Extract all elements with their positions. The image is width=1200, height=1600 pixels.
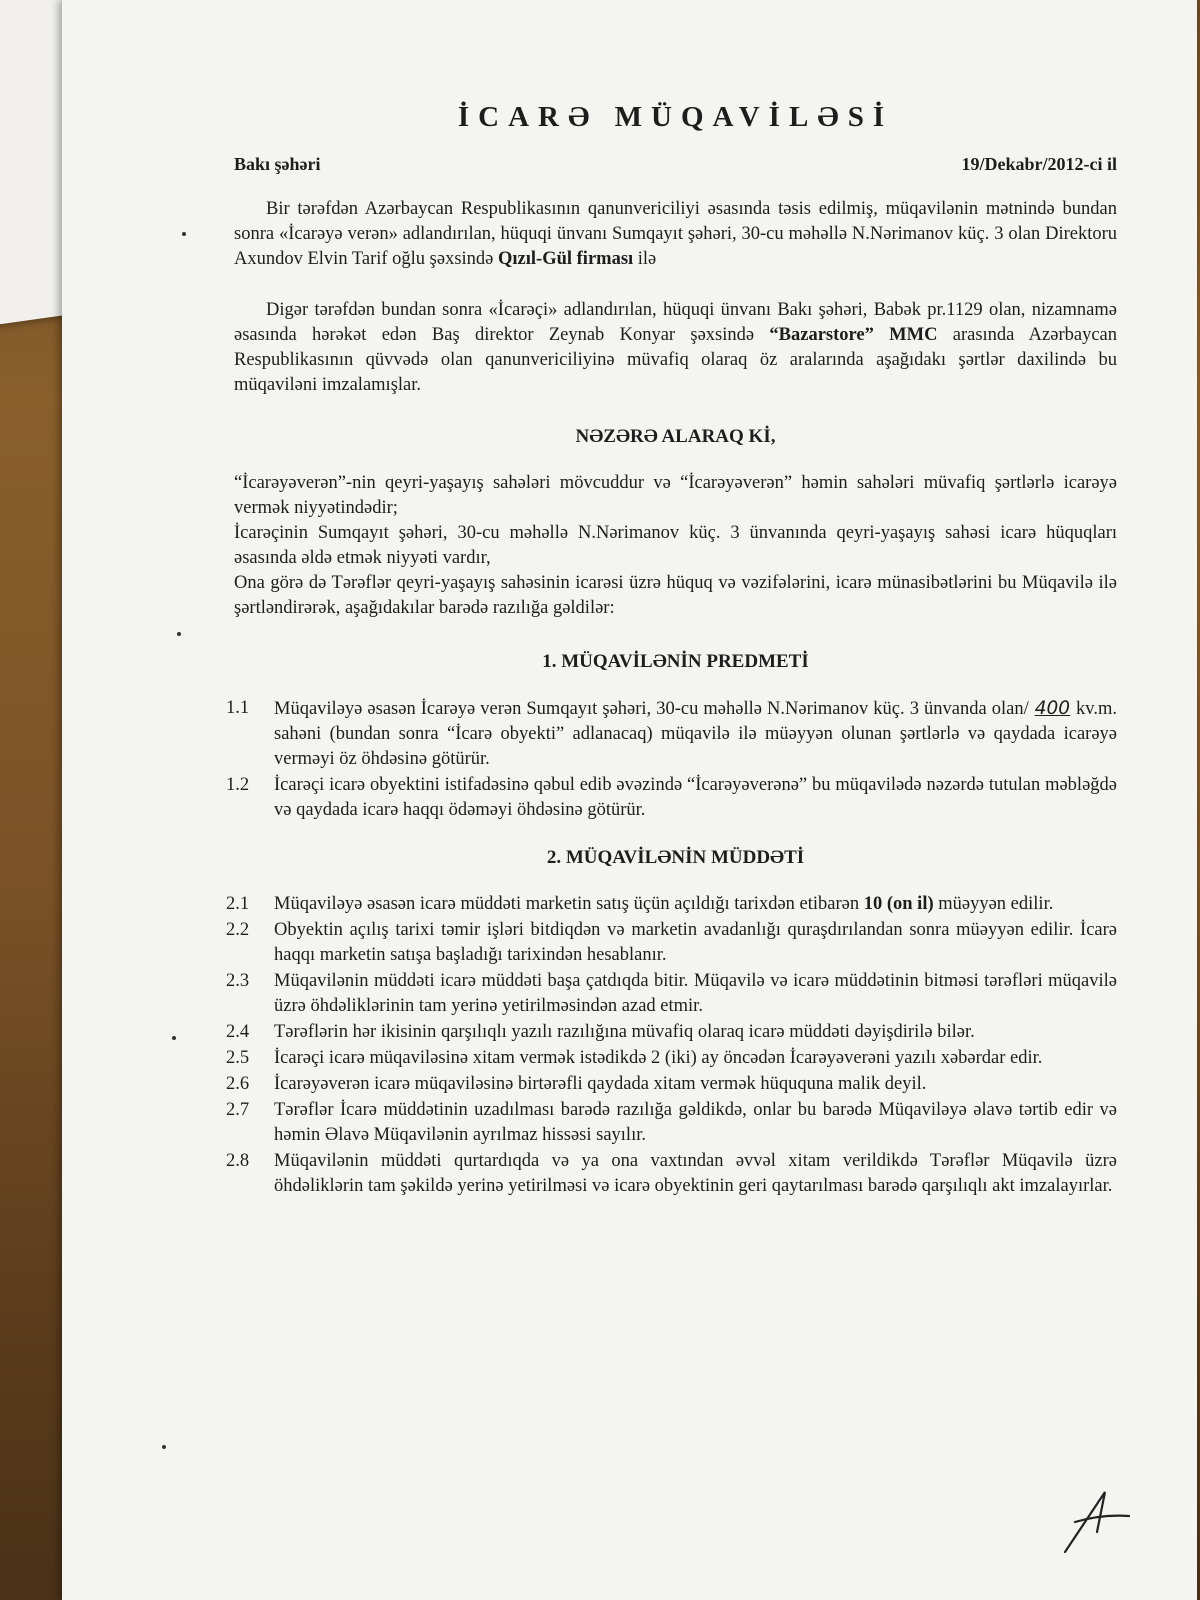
- clause-text: Tərəflər İcarə müddətinin uzadılması barədə razılığa gəldikdə, onlar bu barədə Müqaviləyə əlavə tərtib edir və həmin Əlavə Müqavilənin ayrılmaz hissəsi sayılır.: [274, 1100, 1117, 1145]
- clause-1-2: [226, 773, 1117, 823]
- signature-mark: [1057, 1480, 1137, 1560]
- clause-text: Tərəflərin hər ikisinin qarşılıqlı yazılı razılığına müvafiq olaraq icarə müddəti dəyişdirilə bilər.: [274, 1022, 975, 1042]
- clause-number: 2.5: [226, 1048, 250, 1068]
- clause-number: 2.4: [226, 1022, 250, 1042]
- page-mark: [172, 1036, 176, 1040]
- whereas-item: Ona görə də Tərəflər qeyri-yaşayış sahəsinin icarəsi üzrə hüquq və vəzifələrini, icarə münasibətlərini bu Müqavilə ilə şərtləndirərək, aşağıdakılar barədə razılığa gəldilər:: [234, 573, 1117, 618]
- clause-text: Müqaviləyə əsasən icarə müddəti marketin satış üçün açıldığı tarixdən etibarən 10 (on il) müəyyən edilir.: [274, 894, 1054, 914]
- clause-number: 2.6: [226, 1074, 250, 1094]
- clause-2-5: [226, 1046, 1117, 1071]
- document-page: [62, 0, 1197, 1600]
- clause-number: 2.7: [226, 1100, 250, 1120]
- clause-text: Müqaviləyə əsasən İcarəyə verən Sumqayıt şəhəri, 30-cu məhəllə N.Nərimanov küç. 3 ünvanda olan/ 400 kv.m. sahəni (bundan sonra “İcarə obyekti” adlanacaq) müqavilə ilə müəyyən olunan şərtlərlə və qaydada icarəyə verməyi öz öhdəsinə götürür.: [274, 698, 1117, 769]
- section-1-heading: 1. MÜQAVİLƏNİN PREDMETİ: [542, 651, 809, 672]
- clause-number: 1.1: [226, 698, 250, 718]
- date: 19/Dekabr/2012-ci il: [961, 154, 1117, 174]
- clause-text: Obyektin açılış tarixi təmir işləri bitdiqdən və marketin avadanlığı quraşdırılandan sonra müəyyən edilir. İcarə haqqı marketin satışa başladığı tarixindən hesablanır.: [274, 920, 1117, 965]
- document-title: İCARƏ MÜQAVİLƏSİ: [457, 101, 894, 133]
- clause-2-2: [226, 918, 1117, 968]
- clause-2-6: [226, 1072, 1117, 1097]
- clause-2-3: [226, 969, 1117, 1019]
- clause-2-1: [226, 892, 1117, 917]
- clause-text: İcarəyəverən icarə müqaviləsinə birtərəfli qaydada xitam vermək hüququna malik deyil.: [274, 1074, 927, 1094]
- section-1-clauses: [226, 696, 1117, 823]
- page-mark: [177, 632, 181, 636]
- clause-text: Müqavilənin müddəti qurtardıqda və ya ona vaxtından əvvəl xitam verildikdə Tərəflər Müqavilə üzrə öhdəliklərin tam şəkildə yerinə yetirilməsi və icarə obyektinin geri qaytarılması barədə qarşılıqlı akt imzalayırlar.: [274, 1151, 1117, 1196]
- whereas-heading: NƏZƏRƏ ALARAQ Kİ,: [575, 426, 776, 447]
- place: Bakı şəhəri: [234, 154, 321, 174]
- handwritten-area: 400: [1034, 698, 1071, 719]
- clause-text: İcarəçi icarə müqaviləsinə xitam vermək istədikdə 2 (iki) ay öncədən İcarəyəverəni yazılı xəbərdar edir.: [274, 1048, 1043, 1068]
- clause-2-8: [226, 1149, 1117, 1199]
- document-content: [226, 101, 1117, 1211]
- clause-2-7: [226, 1098, 1117, 1148]
- whereas-block: [234, 471, 1117, 621]
- section-2-heading: 2. MÜQAVİLƏNİN MÜDDƏTİ: [546, 847, 805, 868]
- clause-number: 2.8: [226, 1151, 250, 1171]
- lessee-name: “Bazarstore” MMC: [769, 325, 938, 345]
- clause-number: 2.3: [226, 971, 250, 991]
- clause-1-1: [226, 696, 1117, 772]
- clause-number: 1.2: [226, 775, 250, 795]
- clause-number: 2.1: [226, 894, 250, 914]
- section-2-clauses: [226, 892, 1117, 1199]
- page-mark: [182, 232, 186, 236]
- whereas-item: İcarəçinin Sumqayıt şəhəri, 30-cu məhəllə N.Nərimanov küç. 3 ünvanında qeyri-yaşayış sahəsi icarə hüquqları əsasında əldə etmək niyyəti vardır,: [234, 523, 1117, 568]
- place-date-line: [234, 152, 1117, 177]
- page-mark: [162, 1445, 166, 1449]
- intro-party-2: Digər tərəfdən bundan sonra «İcarəçi» adlandırılan, hüquqi ünvanı Bakı şəhəri, Babək pr.1129 olan, nizamnamə əsasında hərəkət edən Baş direktor Zeynab Konyar şəxsində “Bazarstore” MMC arasında Azərbaycan Respublikasının qüvvədə olan qanunvericiliyinə müvafiq olaraq öz aralarında aşağıdakı şərtlər daxilində bu müqaviləni imzalamışlar.: [234, 300, 1117, 395]
- intro-party-1: Bir tərəfdən Azərbaycan Respublikasının qanunvericiliyi əsasında təsis edilmiş, müqavilənin mətnində bundan sonra «İcarəyə verən» adlandırılan, hüquqi ünvanı Sumqayıt şəhəri, 30-cu məhəllə N.Nərimanov küç. 3 olan Direktoru Axundov Elvin Tarif oğlu şəxsində Qızıl-Gül firması ilə: [234, 199, 1117, 269]
- whereas-item: “İcarəyəverən”-nin qeyri-yaşayış sahələri mövcuddur və “İcarəyəverən” həmin sahələri müvafiq şərtlərlə icarəyə vermək niyyətindədir;: [234, 473, 1117, 518]
- clause-text: İcarəçi icarə obyektini istifadəsinə qəbul edib əvəzində “İcarəyəverənə” bu müqavilədə nəzərdə tutulan məbləğdə və qaydada icarə haqqı ödəməyi öhdəsinə götürür.: [274, 775, 1117, 820]
- lessor-name: Qızıl-Gül firması: [498, 249, 634, 269]
- clause-2-4: [226, 1020, 1117, 1045]
- clause-text: Müqavilənin müddəti icarə müddəti başa çatdıqda bitir. Müqavilə və icarə müddətinin bitməsi tərəfləri müqavilə üzrə öhdəliklərinin tam yerinə yetirilməsindən azad etmir.: [274, 971, 1117, 1016]
- clause-number: 2.2: [226, 920, 250, 940]
